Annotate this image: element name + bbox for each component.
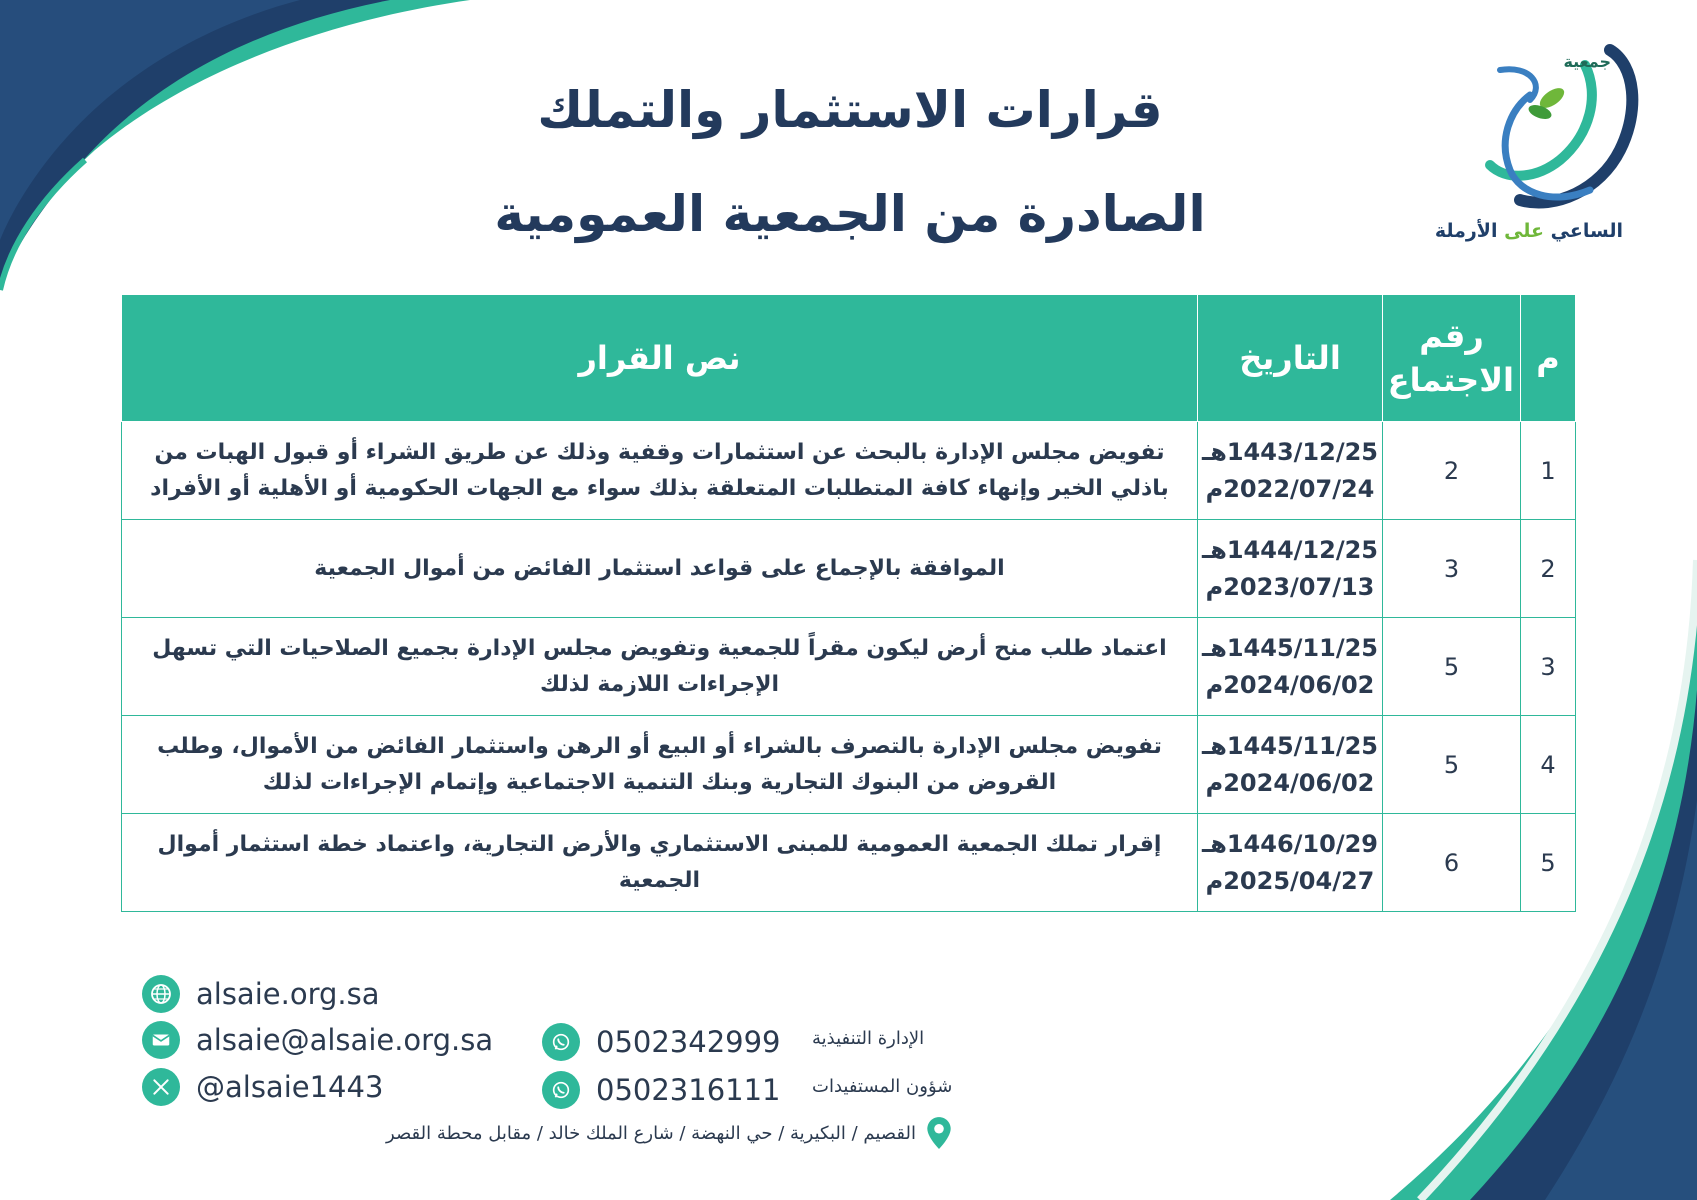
row-date-hijri: 1446/10/29هـ — [1202, 829, 1378, 858]
header-index: م — [1521, 295, 1576, 422]
phone-benef-label: شؤون المستفيدات — [812, 1076, 953, 1097]
row-decision-text: اعتماد طلب منح أرض ليكون مقراً للجمعية وتفويض مجلس الإدارة بجميع الصلاحيات التي تسهل الإجراءات اللازمة لذلك — [122, 618, 1198, 716]
phone-benef-number[interactable]: 0502316111 — [596, 1073, 781, 1107]
table-row — [122, 520, 1576, 618]
whatsapp-icon — [542, 1023, 580, 1061]
logo-name-part-a: الساعي — [1550, 220, 1623, 242]
x-handle-link[interactable]: @alsaie1443 — [196, 1070, 384, 1104]
row-index: 2 — [1521, 520, 1576, 618]
website-contact[interactable] — [142, 975, 380, 1013]
title-line-1: قرارات الاستثمار والتملك — [537, 81, 1163, 139]
row-decision-text: تفويض مجلس الإدارة بالبحث عن استثمارات وقفية وذلك عن طريق الشراء أو قبول الهبات من باذلي الخير وإنهاء كافة المتطلبات المتعلقة بذلك سواء مع الجهات الحكومية أو الأهلية أو الأفراد — [122, 422, 1198, 520]
row-date-gregorian: 2024/06/02م — [1205, 768, 1375, 797]
x-contact[interactable] — [142, 1068, 383, 1106]
row-meeting-number: 3 — [1383, 520, 1521, 618]
page-title — [420, 58, 1280, 266]
phone-exec-contact[interactable] — [542, 1023, 781, 1061]
header-meeting-number — [1383, 295, 1521, 422]
globe-icon — [142, 975, 180, 1013]
row-meeting-number: 5 — [1383, 618, 1521, 716]
map-pin-icon — [926, 1116, 952, 1150]
logo-word-top: جمعية — [1563, 52, 1611, 71]
address-text: القصيم / البكيرية / حي النهضة / شارع الملك خالد / مقابل محطة القصر — [386, 1122, 916, 1144]
row-date-gregorian: 2022/07/24م — [1205, 474, 1375, 503]
row-date-gregorian: 2023/07/13م — [1205, 572, 1375, 601]
header-meeting-line-1: رقم — [1419, 317, 1484, 355]
email-contact[interactable] — [142, 1021, 493, 1059]
row-decision-text: إقرار تملك الجمعية العمومية للمبنى الاستثماري والأرض التجارية، واعتماد خطة استثمار أموال الجمعية — [122, 814, 1198, 912]
header-decision-text: نص القرار — [122, 295, 1198, 422]
row-date — [1198, 814, 1383, 912]
row-meeting-number: 2 — [1383, 422, 1521, 520]
row-date — [1198, 716, 1383, 814]
organization-logo — [1434, 40, 1675, 255]
table-header-row — [122, 295, 1576, 422]
table-row — [122, 716, 1576, 814]
whatsapp-icon — [542, 1071, 580, 1109]
row-date-gregorian: 2024/06/02م — [1205, 670, 1375, 699]
phone-exec-number[interactable]: 0502342999 — [596, 1025, 781, 1059]
table-row — [122, 618, 1576, 716]
row-date — [1198, 422, 1383, 520]
phone-benef-contact[interactable] — [542, 1071, 781, 1109]
row-decision-text: الموافقة بالإجماع على قواعد استثمار الفائض من أموال الجمعية — [122, 520, 1198, 618]
row-date-hijri: 1445/11/25هـ — [1202, 731, 1378, 760]
row-index: 3 — [1521, 618, 1576, 716]
address-line — [142, 1116, 952, 1150]
decisions-table — [121, 294, 1576, 912]
row-index: 4 — [1521, 716, 1576, 814]
logo-name-part-b: على — [1504, 220, 1545, 242]
row-index: 1 — [1521, 422, 1576, 520]
row-date — [1198, 520, 1383, 618]
row-meeting-number: 5 — [1383, 716, 1521, 814]
email-link[interactable]: alsaie@alsaie.org.sa — [196, 1023, 494, 1057]
header-date: التاريخ — [1198, 295, 1383, 422]
row-date-hijri: 1445/11/25هـ — [1202, 633, 1378, 662]
row-date — [1198, 618, 1383, 716]
row-index: 5 — [1521, 814, 1576, 912]
x-logo-icon — [142, 1068, 180, 1106]
row-meeting-number: 6 — [1383, 814, 1521, 912]
mail-icon — [142, 1021, 180, 1059]
phone-exec-label: الإدارة التنفيذية — [812, 1028, 925, 1049]
logo-name-part-c: الأرملة — [1434, 220, 1498, 242]
row-date-hijri: 1443/12/25هـ — [1202, 437, 1378, 466]
website-link[interactable]: alsaie.org.sa — [196, 977, 380, 1011]
title-line-2: الصادرة من الجمعية العمومية — [494, 185, 1206, 243]
row-date-hijri: 1444/12/25هـ — [1202, 535, 1378, 564]
header-meeting-line-2: الاجتماع — [1387, 361, 1514, 399]
row-date-gregorian: 2025/04/27م — [1205, 866, 1375, 895]
table-row — [122, 422, 1576, 520]
logo-name — [1435, 220, 1623, 242]
row-decision-text: تفويض مجلس الإدارة بالتصرف بالشراء أو البيع أو الرهن واستثمار الفائض من الأموال، وطلب القروض من البنوك التجارية وبنك التنمية الاجتماعية وإتمام الإجراءات لذلك — [122, 716, 1198, 814]
table-row — [122, 814, 1576, 912]
